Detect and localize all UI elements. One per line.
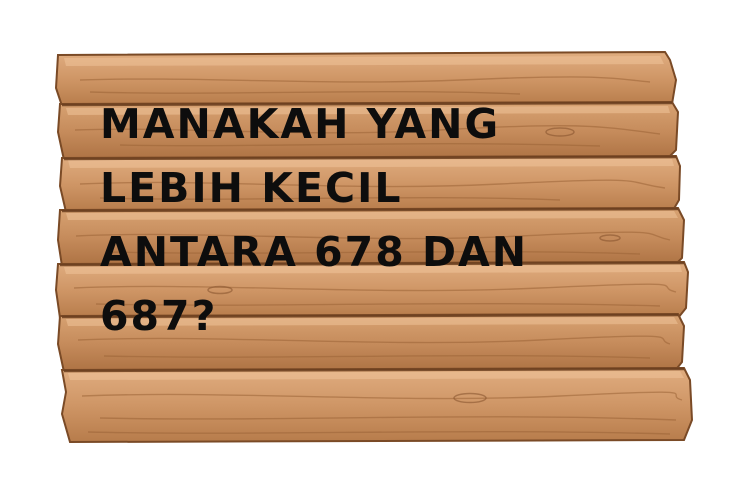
question-text xyxy=(100,92,570,348)
question-line-4: 687? xyxy=(100,292,218,340)
question-line-3: ANTARA 678 DAN xyxy=(100,228,529,276)
question-line-1: MANAKAH YANG xyxy=(100,100,501,148)
question-line-2: LEBIH KECIL xyxy=(100,164,403,212)
